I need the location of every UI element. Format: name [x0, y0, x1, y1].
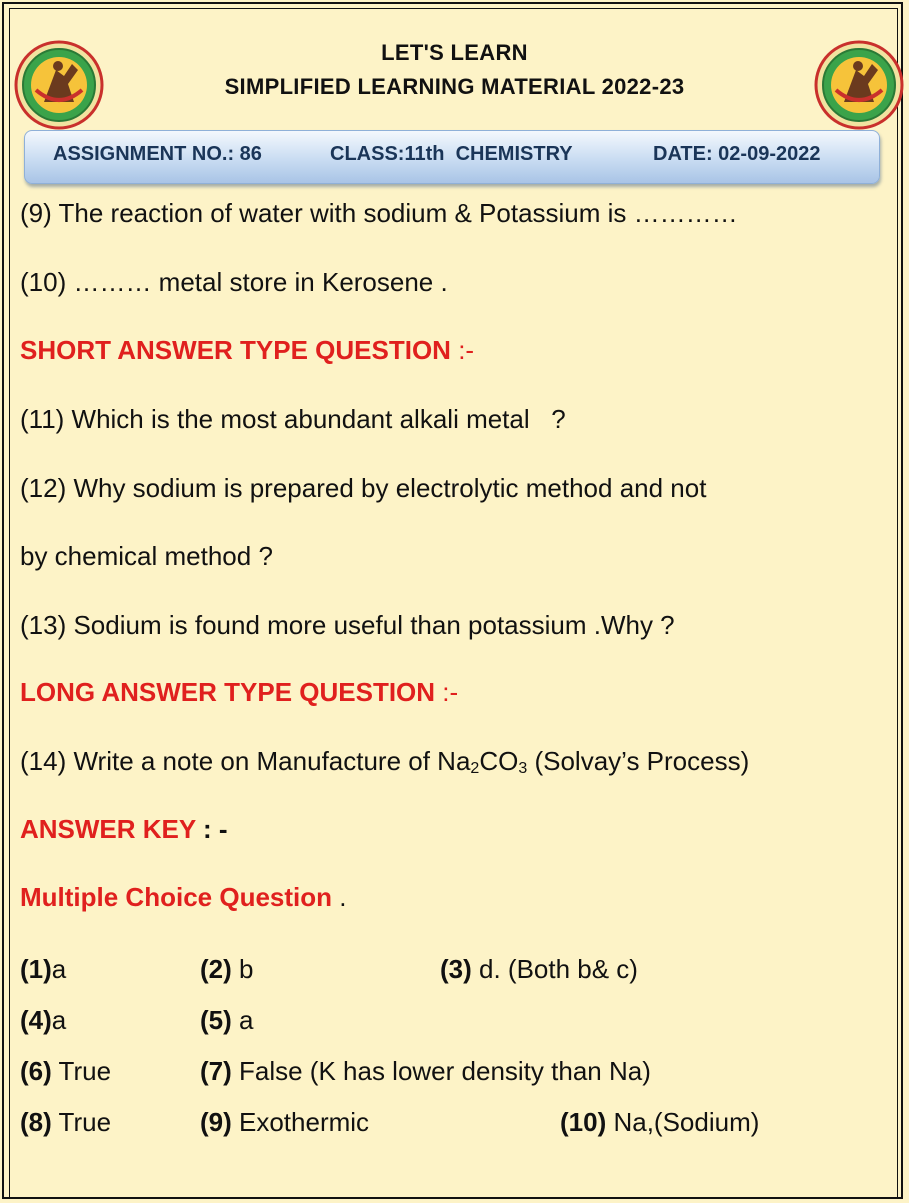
- mcq-heading-text: Multiple Choice Question: [20, 882, 333, 912]
- question-14: [20, 746, 749, 778]
- short-answer-heading: [20, 335, 474, 366]
- answer-number: (8): [20, 1107, 52, 1137]
- answer-4: [20, 1005, 66, 1036]
- short-answer-heading-suffix: :-: [450, 335, 475, 365]
- answer-number: (3): [440, 954, 472, 984]
- question-13: (13) Sodium is found more useful than potassium .Why ?: [20, 610, 675, 640]
- long-answer-heading-suffix: :-: [435, 677, 459, 707]
- answer-key-heading: [20, 814, 228, 845]
- page-subtitle: SIMPLIFIED LEARNING MATERIAL 2022-23: [224, 74, 685, 99]
- answer-2: [200, 954, 253, 985]
- answer-6: [20, 1056, 111, 1087]
- question-14-text-1: (14) Write a note on Manufacture of Na: [20, 746, 471, 776]
- answer-text: True: [51, 1056, 112, 1086]
- answer-number: (5): [200, 1005, 232, 1035]
- assignment-date: DATE: 02-09-2022: [653, 143, 821, 165]
- question-14-text-2: CO: [479, 746, 519, 776]
- answer-number: (4): [20, 1005, 52, 1035]
- assignment-banner: [24, 130, 880, 184]
- long-answer-heading: [20, 677, 458, 708]
- mcq-heading-suffix: .: [332, 882, 347, 912]
- answer-number: (1): [20, 954, 52, 984]
- answer-1: [20, 954, 66, 985]
- question-10: (10) ……… metal store in Kerosene .: [20, 267, 448, 297]
- answer-text: Na,(Sodium): [606, 1107, 760, 1137]
- answer-number: (10): [560, 1107, 607, 1137]
- answer-text: b: [231, 954, 254, 984]
- short-answer-heading-text: SHORT ANSWER TYPE QUESTION: [20, 335, 451, 365]
- answer-key-heading-suffix: : -: [195, 814, 228, 844]
- answer-number: (2): [200, 954, 232, 984]
- answer-text: True: [51, 1107, 112, 1137]
- question-14-subscript-2: 3: [518, 760, 528, 777]
- page-border-inner: [9, 8, 898, 1198]
- answer-7: [200, 1056, 651, 1087]
- assignment-number: ASSIGNMENT NO.: 86: [53, 143, 262, 165]
- answer-5: [200, 1005, 253, 1036]
- answer-text: a: [51, 1005, 67, 1035]
- answer-number: (9): [200, 1107, 232, 1137]
- question-9: (9) The reaction of water with sodium & Potassium is …………: [20, 198, 738, 228]
- answer-9: [200, 1107, 369, 1138]
- class-subject: CLASS:11th CHEMISTRY: [330, 143, 573, 165]
- answer-key-heading-text: ANSWER KEY: [20, 814, 196, 844]
- question-11: (11) Which is the most abundant alkali metal ?: [20, 404, 566, 434]
- question-14-subscript-1: 2: [470, 760, 480, 777]
- question-12-line-1: (12) Why sodium is prepared by electrolytic method and not: [20, 473, 707, 503]
- question-14-text-3: (Solvay’s Process): [527, 746, 750, 776]
- answer-10: [560, 1107, 759, 1138]
- answer-8: [20, 1107, 111, 1138]
- answer-3: [440, 954, 638, 985]
- answer-number: (6): [20, 1056, 52, 1086]
- answer-text: a: [231, 1005, 254, 1035]
- answer-text: d. (Both b& c): [471, 954, 638, 984]
- mcq-heading: [20, 882, 346, 913]
- answer-text: False (K has lower density than Na): [231, 1056, 651, 1086]
- long-answer-heading-text: LONG ANSWER TYPE QUESTION: [20, 677, 436, 707]
- answer-text: Exothermic: [231, 1107, 370, 1137]
- answer-text: a: [51, 954, 67, 984]
- answer-number: (7): [200, 1056, 232, 1086]
- question-12-line-2: by chemical method ?: [20, 541, 273, 571]
- page-title: LET'S LEARN: [381, 40, 528, 65]
